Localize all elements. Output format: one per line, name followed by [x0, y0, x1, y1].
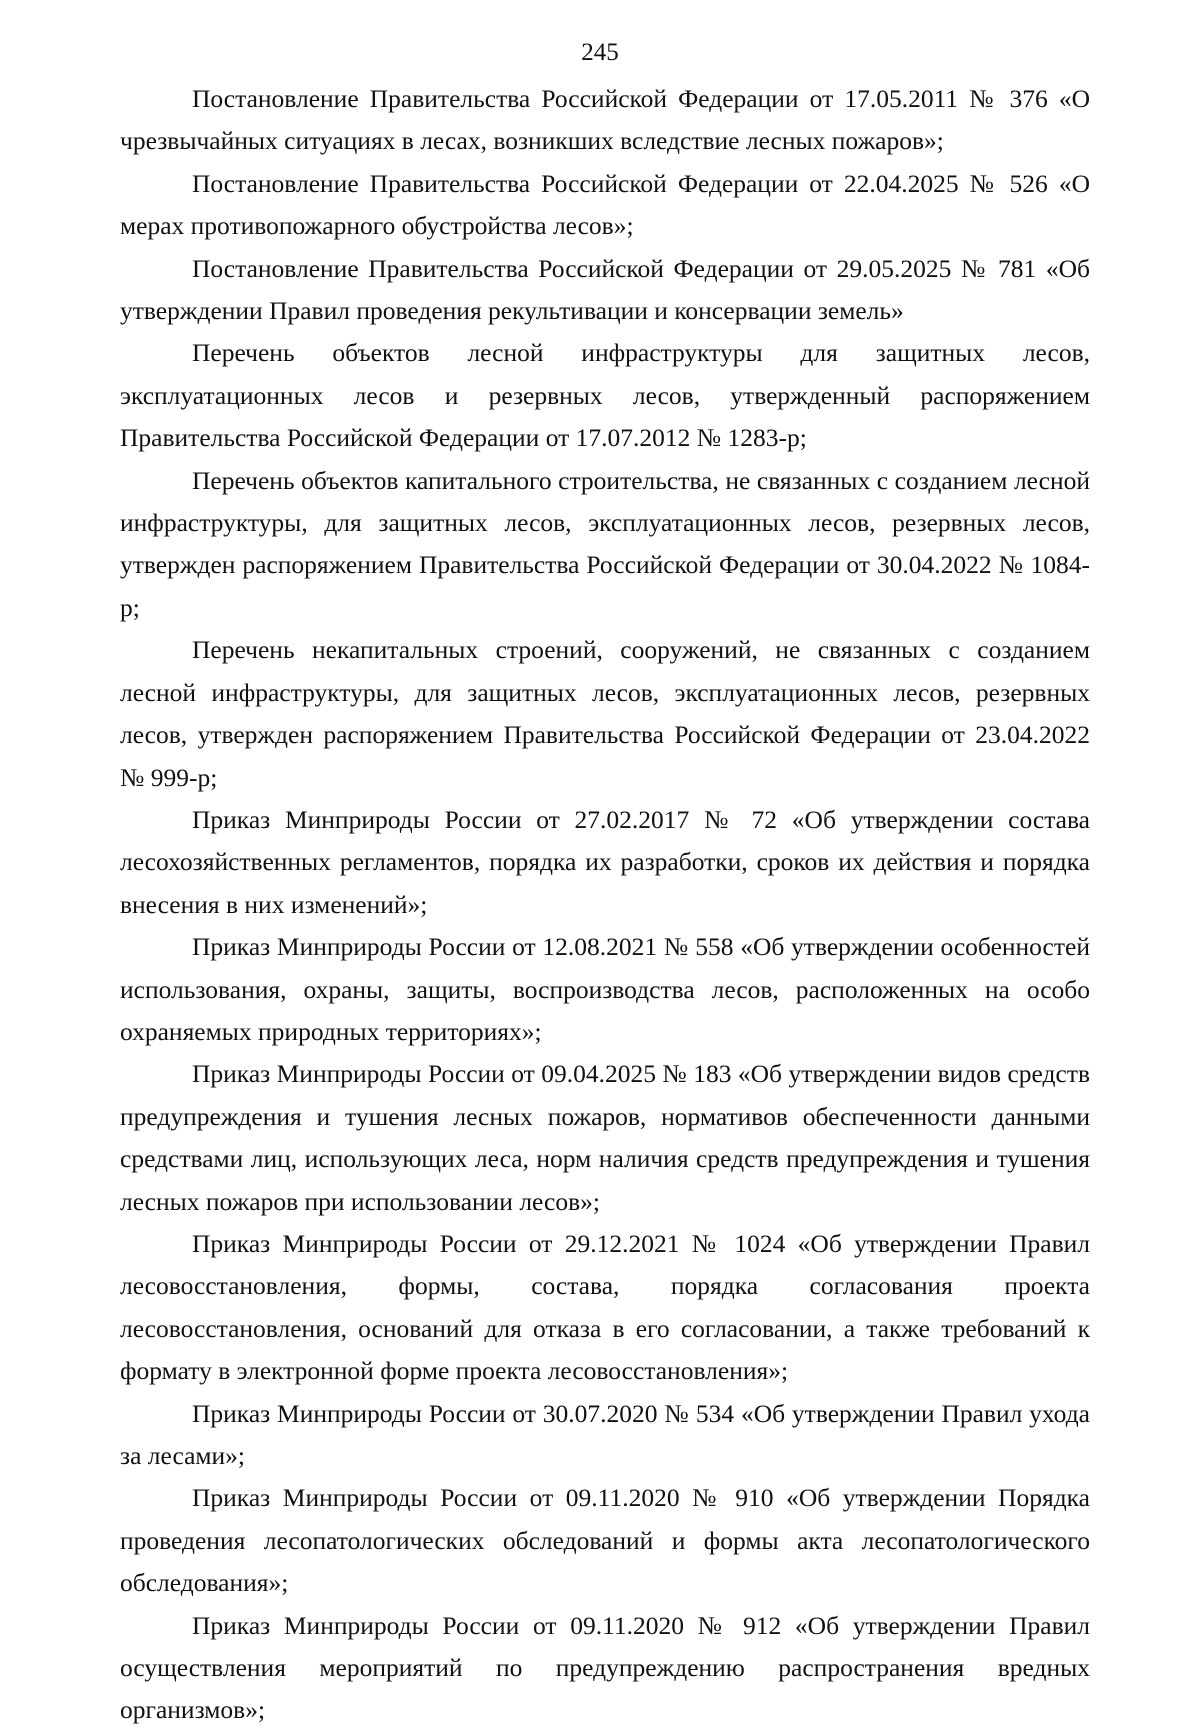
paragraph-list-1283r: Перечень объектов лесной инфраструктуры для защитных лесов, эксплуатационных лесов и резервных лесов, утвержденный распоряжением Правительства Российской Федерации от 17.07.2012 № 1283-р; — [120, 338, 1090, 453]
paragraph-list-999r: Перечень некапитальных строений, сооружений, не связанных с созданием лесной инфраструктуры, для защитных лесов, эксплуатационных лесов, резервных лесов, утвержден распоряжением Правительства Российской Федерации от 23.04.2022 № 999-р; — [120, 635, 1090, 792]
page-number: 245 — [581, 39, 619, 66]
paragraph-order-72: Приказ Минприроды России от 27.02.2017 № 72 «Об утверждении состава лесохозяйственных регламентов, порядка их разработки, сроков их действия и порядка внесения в них изменений»; — [120, 804, 1090, 919]
paragraph-decree-376: Постановление Правительства Российской Федерации от 17.05.2011 № 376 «О чрезвычайных ситуациях в лесах, возникших вследствие лесных пожаров»; — [120, 84, 1090, 156]
paragraph-order-1024: Приказ Минприроды России от 29.12.2021 № 1024 «Об утверждении Правил лесовосстановления, формы, состава, порядка согласования проекта лесовосстановления, оснований для отказа в его согласовании, а также требований к формату в электронной форме проекта лесовосстановления»; — [120, 1228, 1090, 1386]
document-body — [120, 78, 1090, 1732]
paragraph-decree-526: Постановление Правительства Российской Федерации от 22.04.2025 № 526 «О мерах противопожарного обустройства лесов»; — [120, 168, 1090, 241]
paragraph-order-912: Приказ Минприроды России от 09.11.2020 № 912 «Об утверждении Правил осуществления мероприятий по предупреждению распространения вредных организмов»; — [120, 1610, 1090, 1725]
paragraph-order-183: Приказ Минприроды России от 09.04.2025 № 183 «Об утверждении видов средств предупреждения и тушения лесных пожаров, нормативов обеспеченности данными средствами лиц, использующих леса, норм наличия средств предупреждения и тушения лесных пожаров при использовании лесов»; — [120, 1059, 1090, 1216]
paragraph-order-534: Приказ Минприроды России от 30.07.2020 № 534 «Об утверждении Правил ухода за лесами»; — [120, 1398, 1090, 1470]
paragraph-list-1084r: Перечень объектов капитального строительства, не связанных с созданием лесной инфраструктуры, для защитных лесов, эксплуатационных лесов, резервных лесов, утвержден распоряжением Правительства Российской Федерации от 30.04.2022 № 1084-р; — [120, 465, 1090, 622]
paragraph-decree-781: Постановление Правительства Российской Федерации от 29.05.2025 № 781 «Об утверждении Правил проведения рекультивации и консервации земель» — [120, 253, 1090, 326]
paragraph-order-910: Приказ Минприроды России от 09.11.2020 № 910 «Об утверждении Порядка проведения лесопатологических обследований и формы акта лесопатологического обследования»; — [120, 1483, 1090, 1598]
paragraph-order-558: Приказ Минприроды России от 12.08.2021 № 558 «Об утверждении особенностей использования, охраны, защиты, воспроизводства лесов, расположенных на особо охраняемых природных территориях»; — [120, 932, 1090, 1046]
